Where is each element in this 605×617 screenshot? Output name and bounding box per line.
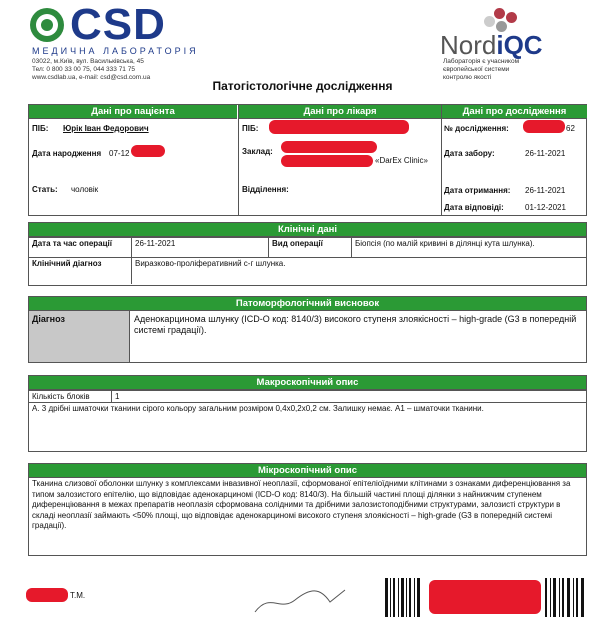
csd-logo-icon xyxy=(30,8,64,42)
study-header: Дані про дослідження xyxy=(441,105,587,119)
csd-logo-text: CSD xyxy=(70,0,166,49)
redaction-mark xyxy=(269,120,409,134)
receive-date-label: Дата отримання: xyxy=(444,186,511,195)
csd-logo xyxy=(30,0,210,66)
redaction-mark xyxy=(131,145,165,157)
redaction-mark xyxy=(523,120,565,133)
conclusion-label-cell xyxy=(29,311,130,362)
signature-icon xyxy=(250,582,350,617)
op-datetime: 26-11-2021 xyxy=(132,238,269,258)
diagnosis-label: Клінічний діагноз xyxy=(29,258,132,284)
clinical-header: Клінічні дані xyxy=(29,223,586,237)
redaction-mark xyxy=(281,155,373,167)
sex-value: чоловік xyxy=(71,185,99,194)
reply-date: 01-12-2021 xyxy=(525,203,566,212)
macro-header: Макроскопічний опис xyxy=(29,376,586,390)
reply-date-label: Дата відповіді: xyxy=(444,203,504,212)
doctor-name-label: ПІБ: xyxy=(242,124,259,133)
blocks-count: 1 xyxy=(112,391,587,403)
macro-text: А. 3 дрібні шматочки тканини сірого кольору загальним розміром 0,4х0,2х0,2 см. Залишку немає. А1 – шматочки тканини. xyxy=(32,404,484,413)
sex-label: Стать: xyxy=(32,185,58,194)
micro-text: Тканина слизової оболонки шлунку з комплексами інвазивної неоплазії, сформованої епітеліоїдними клітинами з ознаками диференціювання за типом залозистого епітелію, що відповідає аденокарциномі (ICD-O код: 8140/3). На більшій частині площі ділянки з найнижчим ступенем диференціювання в межах препаратів неоплазія сформована солідними та дрібними залозистоподібними структурами, залозисті структури в складі неоплазії займають <50% площі, що відповідає аденокарциномі високого ступеня злоякісності – high-grade (G3 в попередній системі градації). xyxy=(32,479,571,530)
document-title: Патогістологічне дослідження xyxy=(212,79,393,93)
doctor-header: Дані про лікаря xyxy=(238,105,441,119)
csd-logo-subtitle: МЕДИЧНА ЛАБОРАТОРІЯ xyxy=(32,46,199,56)
nordiqc-text: NordiQC xyxy=(440,30,543,60)
op-type: Біопсія (по малій кривині в ділянці кута шлунка). xyxy=(352,238,587,258)
micro-header: Мікроскопічний опис xyxy=(29,464,586,478)
signature-name: Т.М. xyxy=(70,591,86,600)
nordiqc-subtitle: Лабораторія є учасником європейської системи контролю якості xyxy=(443,58,520,81)
conclusion-section xyxy=(28,296,587,363)
op-type-label: Вид операції xyxy=(269,238,352,258)
micro-section xyxy=(28,463,587,556)
redaction-mark xyxy=(429,580,541,614)
phone-line: Тел: 0 800 33 00 75, 044 333 71 75 xyxy=(32,66,135,73)
conclusion-header: Патоморфологічний висновок xyxy=(29,297,586,311)
collect-date: 26-11-2021 xyxy=(525,149,566,158)
study-number-label: № дослідження: xyxy=(444,124,509,133)
patient-header: Дані про пацієнта xyxy=(29,105,237,119)
conclusion-label: Діагноз xyxy=(32,314,65,324)
receive-date: 26-11-2021 xyxy=(525,186,566,195)
dob-value: 07-12 xyxy=(109,149,130,158)
redaction-mark xyxy=(26,588,68,602)
clinical-section xyxy=(28,222,587,286)
conclusion-text: Аденокарцинома шлунку (ICD-O код: 8140/3) високого ступеня злоякісності – high-grade (G3 в попередній системі градації). xyxy=(134,314,577,335)
clinical-diagnosis: Виразково-проліферативний с-г шлунка. xyxy=(132,258,587,284)
barcode xyxy=(385,578,585,617)
web-line: www.csdlab.ua, e-mail: csd@csd.com.ua xyxy=(32,74,151,81)
patient-name: Юрік Іван Федорович xyxy=(63,124,149,133)
collect-date-label: Дата забору: xyxy=(444,149,495,158)
patient-name-label: ПІБ: xyxy=(32,124,49,133)
blocks-label: Кількість блоків xyxy=(29,391,112,403)
study-number-suffix: 62 xyxy=(566,124,575,133)
institution-suffix: «DarEx Clinic» xyxy=(375,156,428,165)
macro-table xyxy=(29,390,586,403)
clinical-table xyxy=(29,237,586,284)
info-section xyxy=(28,104,587,216)
dob-label: Дата народження xyxy=(32,149,102,158)
institution-label: Заклад: xyxy=(242,147,273,156)
macro-section xyxy=(28,375,587,452)
address-line: 03022, м.Київ, вул. Васильківська, 45 xyxy=(32,58,144,65)
redaction-mark xyxy=(281,141,377,153)
op-datetime-label: Дата та час операції xyxy=(29,238,132,258)
department-label: Відділення: xyxy=(242,185,289,194)
